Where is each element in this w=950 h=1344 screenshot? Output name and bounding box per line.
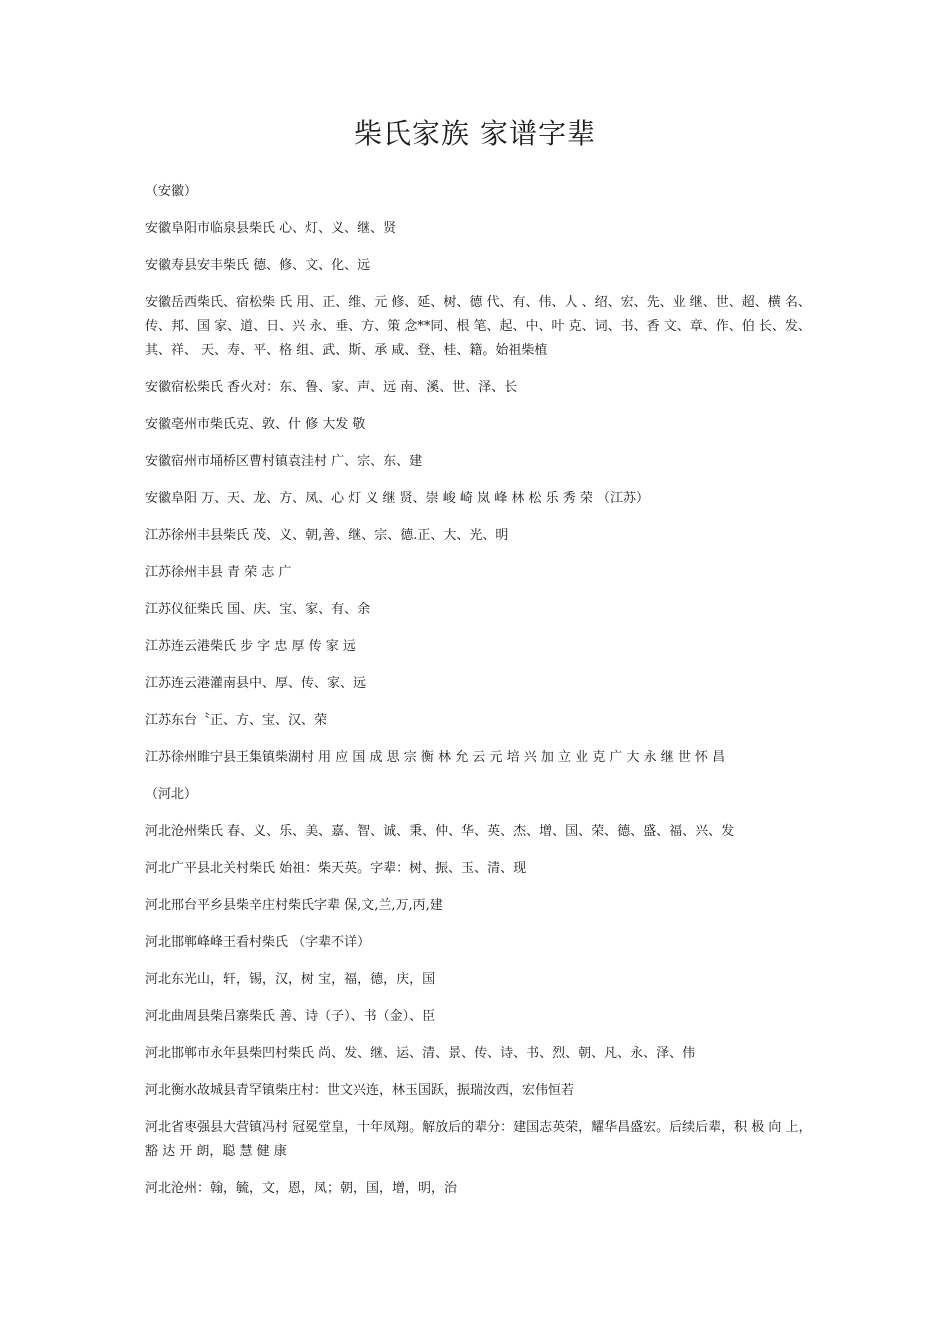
- text-line: 江苏仪征柴氏 国、庆、宝、家、有、余: [145, 602, 371, 617]
- text-line: 河北衡水故城县青罕镇柴庄村：世文兴连，林玉国跃，振瑞汝西，宏伟恒若: [145, 1083, 575, 1098]
- text-line: 河北广平县北关村柴氏 始祖：柴天英。字辈：树、振、玉、清、现: [145, 861, 527, 876]
- text-line: 河北邯郸市永年县柴凹村柴氏 尚、发、继、运、清、景、传、诗、书、烈、朝、凡、永、泽、伟: [145, 1046, 696, 1061]
- text-line: 河北沧州柴氏 春、义、乐、美、嘉、智、诚、秉、仲、华、英、杰、增、国、荣、德、盛、福、兴、发: [145, 824, 735, 839]
- text-line: 安徽宿松柴氏 香火对：东、鲁、家、声、远 南、溪、世、泽、长: [145, 380, 518, 395]
- text-paragraph: 河北省枣强县大营镇冯村 冠冕堂皇，十年凤翔。解放后的辈分：建国志英荣，耀华昌盛宏。后续后辈，积 极 向 上，豁 达 开 朗，聪 慧 健 康: [145, 1120, 812, 1159]
- text-line: 河北邢台平乡县柴辛庄村柴氏字辈 保,文,兰,万,丙,建: [145, 898, 443, 913]
- text-paragraph: 安徽岳西柴氏、宿松柴 氏 用、正、维、元 修、延、树、德 代、有、伟、人 、绍、宏、先、业 继、世、超、横 名、传、邦、国 家、道、日、兴 永、垂、方、策 念**同、根 笔、起、中、叶 克、词、书、香 文、章、作、伯 长、发、其、祥、 天、寿、平、格 组、武、斯、承 咸、登、桂、籍。始祖柴植: [145, 295, 811, 358]
- text-line: 河北邯郸峰峰王看村柴氏 （字辈不详）: [145, 935, 371, 950]
- text-line: 河北东光山，轩，锡，汉，树 宝，福，德，庆，国: [145, 972, 436, 987]
- document-body: [145, 180, 813, 1214]
- text-line: 安徽宿州市埇桥区曹村镇袁洼村 广、宗、东、建: [145, 454, 423, 469]
- text-line: 安徽阜阳市临泉县柴氏 心、灯、义、继、贤: [145, 221, 397, 236]
- text-line: 江苏东台〝正、方、宝、汉、荣: [145, 713, 328, 728]
- text-line: 安徽亳州市柴氏克、敦、什 修 大发 敬: [145, 417, 366, 432]
- text-paragraph: 江苏徐州睢宁县王集镇柴湖村 用 应 国 成 思 宗 衡 林 允 云 元 培 兴 加 立 业 克 广 大 永 继 世 怀 昌: [145, 750, 726, 765]
- text-line: 安徽寿县安丰柴氏 德、修、文、化、远: [145, 258, 371, 273]
- region-heading-anhui: （安徽）: [145, 184, 198, 199]
- text-line: 江苏徐州丰县 青 荣 志 广: [145, 565, 292, 580]
- text-line: 安徽阜阳 万、天、龙、方、凤、心 灯 义 继 贤、崇 峻 崎 岚 峰 林 松 乐 秀 荣 （江苏）: [145, 491, 649, 506]
- region-heading-hebei: （河北）: [145, 787, 198, 802]
- text-line: 江苏连云港灌南县中、厚、传、家、远: [145, 676, 367, 691]
- text-line: 江苏徐州丰县柴氏 茂、义、朝,善、继、宗、德.正、大、光、明: [145, 528, 509, 543]
- text-line: 河北曲周县柴吕寨柴氏 善、诗（子）、书（金）、臣: [145, 1009, 436, 1024]
- text-line: 江苏连云港柴氏 步 字 忠 厚 传 家 远: [145, 639, 356, 654]
- text-line: 河北沧州：翰，毓，文，恩，凤；朝，国，增，明，治: [145, 1181, 458, 1196]
- page-title: 柴氏家族 家谱字辈: [354, 117, 596, 150]
